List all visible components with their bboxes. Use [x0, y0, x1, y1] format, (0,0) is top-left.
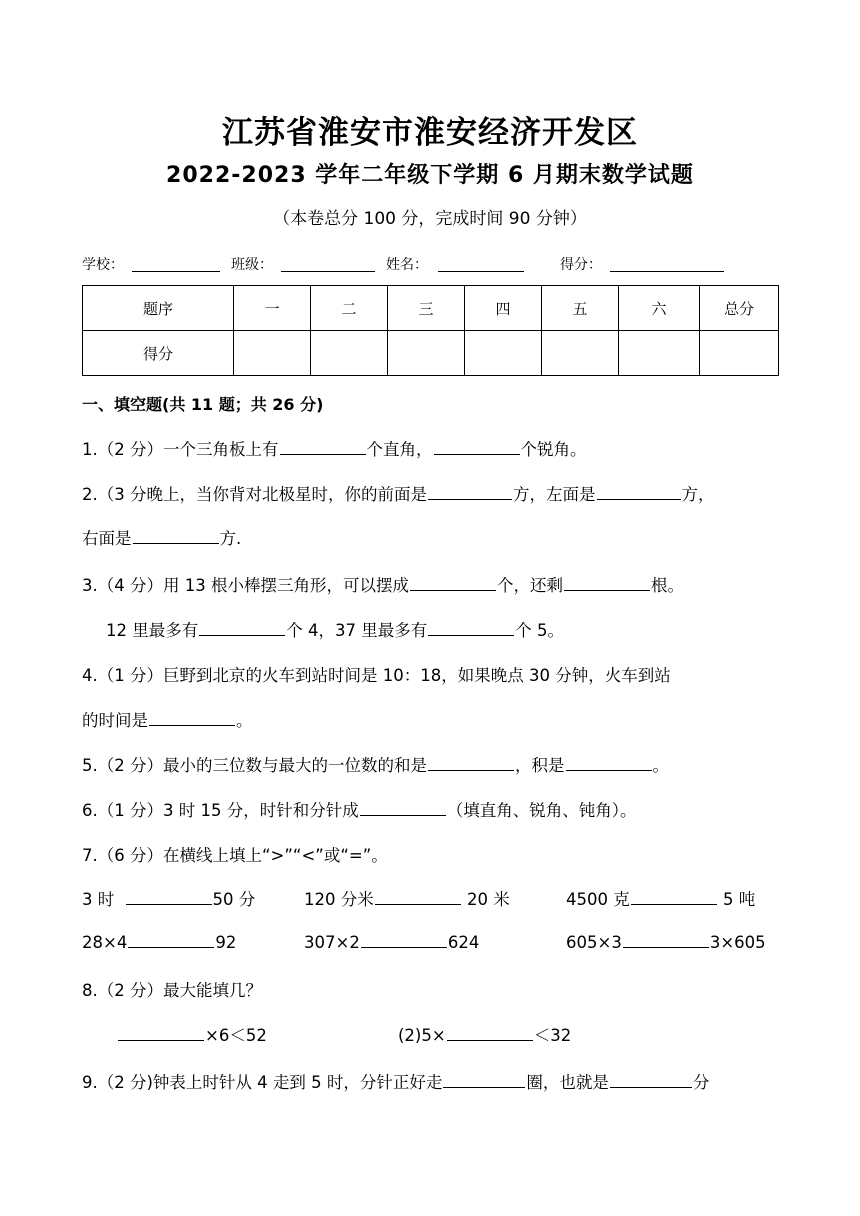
score-table: [82, 285, 779, 376]
score-cell[interactable]: [234, 331, 311, 376]
header-cell: 四: [465, 286, 542, 331]
compare-left: 605×3: [566, 933, 622, 952]
compare-left: 4500 克: [566, 890, 630, 909]
answer-blank[interactable]: [610, 1071, 692, 1088]
fill-item: [398, 1022, 571, 1046]
school-label: 学校：: [82, 257, 124, 273]
answer-blank[interactable]: [443, 1071, 525, 1088]
question-text: 根。: [650, 576, 684, 595]
compare-right: 3×605: [709, 933, 766, 952]
answer-blank[interactable]: [361, 931, 447, 948]
score-table-score-row: [83, 331, 779, 376]
answer-blank[interactable]: [199, 619, 285, 636]
answer-blank[interactable]: [428, 619, 514, 636]
question-text: 12 里最多有: [106, 621, 199, 640]
header-cell: 一: [234, 286, 311, 331]
question-3: [82, 572, 782, 596]
question-4-cont: [82, 707, 782, 731]
question-text: （填直角、锐角、钝角）。: [446, 801, 637, 820]
question-text: 7.（6 分）在横线上填上“>”“<”或“=”。: [82, 846, 388, 865]
score-label: 得分：: [560, 257, 602, 273]
score-cell[interactable]: [700, 331, 779, 376]
score-cell[interactable]: [388, 331, 465, 376]
question-8: [82, 977, 782, 1001]
header-cell: 三: [388, 286, 465, 331]
question-1: [82, 436, 782, 460]
student-info-row: [82, 254, 782, 278]
compare-right: 92: [215, 933, 237, 952]
question-text: 5.（2 分）最小的三位数与最大的一位数的和是: [82, 756, 427, 775]
exam-subtitle: 2022-2023 学年二年级下学期 6 月期末数学试题: [166, 163, 694, 188]
question-text: 4.（1 分）巨野到北京的火车到站时间是 10：18，如果晚点 30 分钟，火车到站: [82, 666, 671, 685]
question-text: 9.（2 分)钟表上时针从 4 走到 5 时，分针正好走: [82, 1073, 443, 1092]
score-cell[interactable]: [311, 331, 388, 376]
question-text: 的时间是: [82, 711, 148, 730]
compare-right: 624: [447, 933, 480, 952]
question-text: ×6＜52: [205, 1026, 267, 1045]
compare-left: 28×4: [82, 933, 128, 952]
class-field[interactable]: [281, 271, 375, 272]
exam-title: 江苏省淮安市淮安经济开发区: [222, 115, 638, 151]
class-label: 班级：: [231, 257, 273, 273]
answer-blank[interactable]: [447, 1024, 533, 1041]
score-cell[interactable]: [465, 331, 542, 376]
compare-right: 5 吨: [723, 890, 756, 909]
answer-blank[interactable]: [564, 574, 650, 591]
compare-item: [82, 931, 236, 952]
question-text: 分: [692, 1073, 710, 1092]
answer-blank[interactable]: [133, 527, 219, 544]
compare-right: 20 米: [467, 890, 510, 909]
score-cell[interactable]: [542, 331, 619, 376]
compare-item: [304, 931, 479, 952]
name-field[interactable]: [438, 271, 524, 272]
question-3-cont: [106, 617, 806, 641]
question-9: [82, 1069, 787, 1093]
score-cell[interactable]: [619, 331, 700, 376]
question-2-cont: [82, 525, 782, 549]
question-4: [82, 662, 782, 686]
question-text: 方.: [219, 529, 242, 548]
compare-item: [566, 886, 755, 910]
question-text: 个锐角。: [520, 440, 587, 459]
question-6: [82, 797, 782, 821]
answer-blank[interactable]: [375, 888, 461, 905]
question-text: 个 5。: [515, 621, 564, 640]
answer-blank[interactable]: [149, 709, 235, 726]
question-text: ，积是: [515, 756, 565, 775]
header-cell: 题序: [83, 286, 234, 331]
answer-blank[interactable]: [128, 931, 214, 948]
score-row-label: 得分: [83, 331, 234, 376]
question-text: 3.（4 分）用 13 根小棒摆三角形，可以摆成: [82, 576, 409, 595]
question-text: 圈，也就是: [526, 1073, 609, 1092]
question-text: 6.（1 分）3 时 15 分，时针和分针成: [82, 801, 359, 820]
section-title: 一、填空题(共 11 题；共 26 分): [82, 395, 324, 414]
question-text: 方，: [681, 485, 715, 504]
question-2: [82, 481, 787, 505]
answer-blank[interactable]: [566, 754, 652, 771]
answer-blank[interactable]: [428, 483, 512, 500]
compare-right: 50 分: [212, 890, 256, 909]
question-text: 方，左面是: [513, 485, 596, 504]
compare-item: [82, 886, 255, 910]
header-cell: 六: [619, 286, 700, 331]
question-text: 个直角，: [366, 440, 433, 459]
score-field[interactable]: [610, 271, 724, 272]
answer-blank[interactable]: [631, 888, 717, 905]
answer-blank[interactable]: [118, 1024, 204, 1041]
header-cell: 总分: [700, 286, 779, 331]
question-text: 2.（3 分晚上，当你背对北极星时，你的前面是: [82, 485, 427, 504]
question-5: [82, 752, 782, 776]
answer-blank[interactable]: [597, 483, 681, 500]
question-text: 。: [652, 756, 669, 775]
question-text: 个 4，37 里最多有: [286, 621, 428, 640]
question-7: [82, 842, 782, 866]
score-table-header-row: [83, 286, 779, 331]
question-text: 右面是: [82, 529, 132, 548]
answer-blank[interactable]: [126, 888, 212, 905]
answer-blank[interactable]: [623, 931, 709, 948]
answer-blank[interactable]: [434, 438, 520, 455]
school-field[interactable]: [132, 271, 220, 272]
header-cell: 五: [542, 286, 619, 331]
question-text: 8.（2 分）最大能填几？: [82, 981, 262, 1000]
compare-left: 307×2: [304, 933, 360, 952]
compare-item: [304, 886, 510, 910]
name-label: 姓名：: [386, 257, 428, 273]
answer-blank[interactable]: [360, 799, 446, 816]
answer-blank[interactable]: [280, 438, 366, 455]
compare-item: [566, 931, 766, 952]
question-text: ＜32: [533, 1026, 572, 1045]
question-text: 1.（2 分）一个三角板上有: [82, 440, 279, 459]
fill-item: [117, 1022, 267, 1046]
header-cell: 二: [311, 286, 388, 331]
compare-left: 3 时: [82, 890, 115, 909]
exam-note: （本卷总分 100 分，完成时间 90 分钟）: [273, 209, 587, 229]
question-text: (2)5×: [398, 1026, 446, 1045]
question-text: 。: [236, 711, 253, 730]
answer-blank[interactable]: [428, 754, 514, 771]
answer-blank[interactable]: [410, 574, 496, 591]
compare-left: 120 分米: [304, 890, 374, 909]
question-text: 个，还剩: [496, 576, 563, 595]
